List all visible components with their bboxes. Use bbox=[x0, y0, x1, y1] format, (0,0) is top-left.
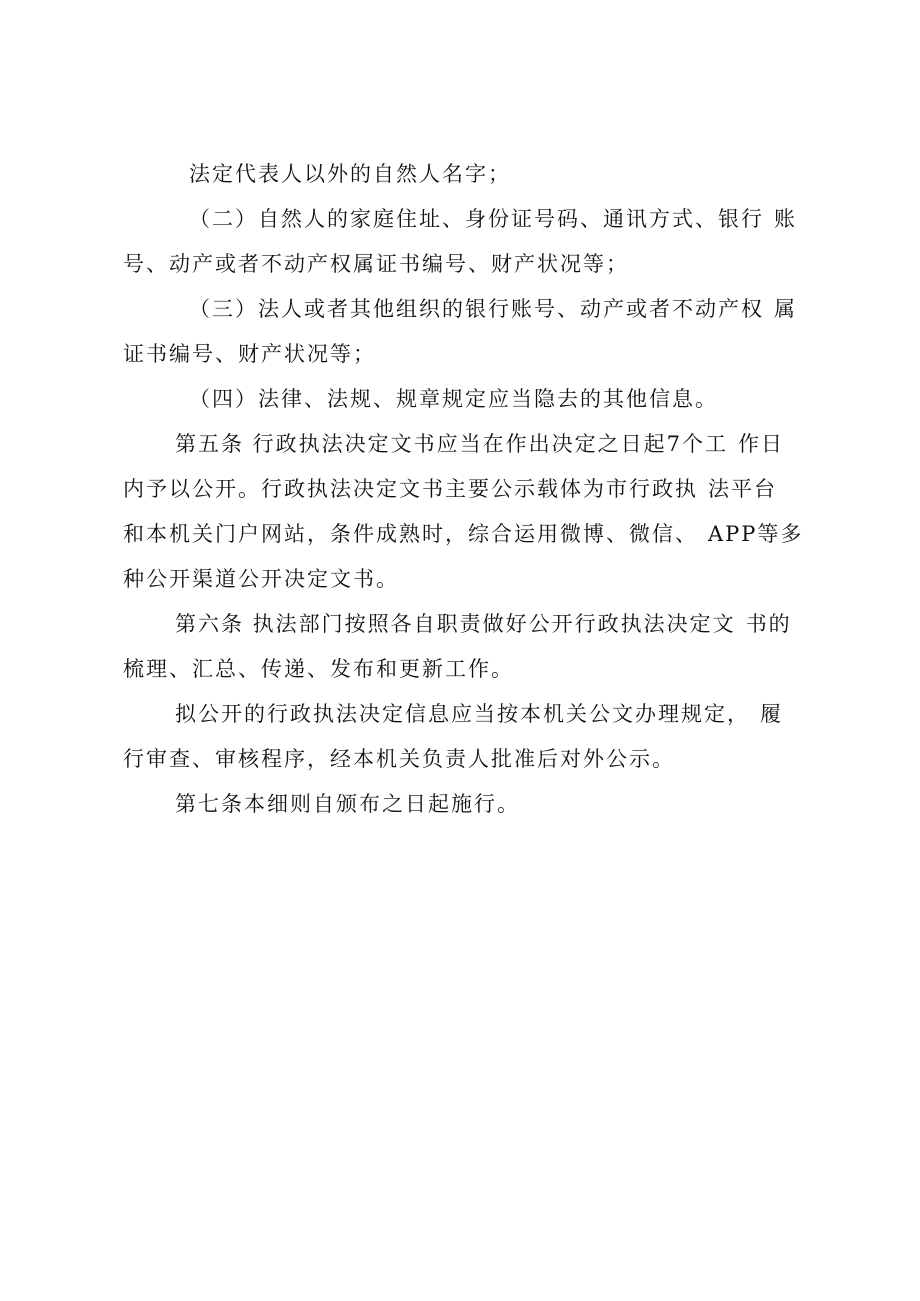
text-segment: 种公开渠道公开决定文书。 bbox=[123, 567, 399, 591]
text-segment: 梳理、汇总、传递、发布和更新工作。 bbox=[123, 657, 514, 681]
text-line bbox=[123, 152, 803, 197]
text-line bbox=[123, 557, 803, 602]
paragraph-p6 bbox=[123, 602, 803, 692]
text-segment: 法定代表人以外的自然人名字； bbox=[189, 162, 511, 186]
text-segment: 法平台 bbox=[708, 477, 777, 501]
text-segment: 拟公开的行政执法决定信息应当按本机关公文办理规定， bbox=[175, 702, 750, 726]
text-line bbox=[123, 242, 803, 287]
text-line bbox=[123, 422, 803, 467]
paragraph-p4 bbox=[123, 377, 803, 422]
text-line bbox=[123, 377, 803, 422]
text-line bbox=[123, 467, 803, 512]
text-line bbox=[123, 647, 803, 692]
paragraph-p7 bbox=[123, 692, 803, 782]
text-line bbox=[123, 512, 803, 557]
text-segment: 第六条 执法部门按照各自职责做好公开行政执法决定文 bbox=[175, 612, 736, 636]
text-line bbox=[123, 782, 803, 827]
document-body bbox=[123, 152, 803, 827]
text-segment: 账 bbox=[774, 207, 797, 231]
paragraph-p8 bbox=[123, 782, 803, 827]
paragraph-p3 bbox=[123, 287, 803, 377]
text-segment: （三）法人或者其他组织的银行账号、动产或者不动产权 bbox=[189, 297, 764, 321]
text-segment: 内予以公开。行政执法决定文书主要公示载体为市行政执 bbox=[123, 477, 698, 501]
paragraph-p5 bbox=[123, 422, 803, 602]
paragraph-p1 bbox=[123, 152, 803, 197]
text-segment: 第五条 行政执法决定文书应当在作出决定之日起7个工 bbox=[175, 432, 729, 456]
text-segment: 作日 bbox=[738, 432, 785, 456]
text-segment: APP等多 bbox=[708, 522, 804, 546]
text-segment: 号、动产或者不动产权属证书编号、财产状况等； bbox=[123, 252, 629, 276]
text-segment: 书的 bbox=[745, 612, 792, 636]
text-segment: 履 bbox=[760, 702, 783, 726]
text-segment: （四）法律、法规、规章规定应当隐去的其他信息。 bbox=[189, 387, 718, 411]
text-segment: 第七条本细则自颁布之日起施行。 bbox=[175, 792, 520, 816]
text-line bbox=[123, 692, 803, 737]
text-segment: 和本机关门户网站，条件成熟时，综合运用微博、微信、 bbox=[123, 522, 698, 546]
text-segment: 属 bbox=[774, 297, 797, 321]
text-segment: 行审查、审核程序，经本机关负责人批准后对外公示。 bbox=[123, 747, 675, 771]
text-line bbox=[123, 737, 803, 782]
text-segment: 证书编号、财产状况等； bbox=[123, 342, 376, 366]
text-line bbox=[123, 197, 803, 242]
text-segment: （二）自然人的家庭住址、身份证号码、通讯方式、银行 bbox=[189, 207, 764, 231]
text-line bbox=[123, 332, 803, 377]
text-line bbox=[123, 602, 803, 647]
text-line bbox=[123, 287, 803, 332]
paragraph-p2 bbox=[123, 197, 803, 287]
